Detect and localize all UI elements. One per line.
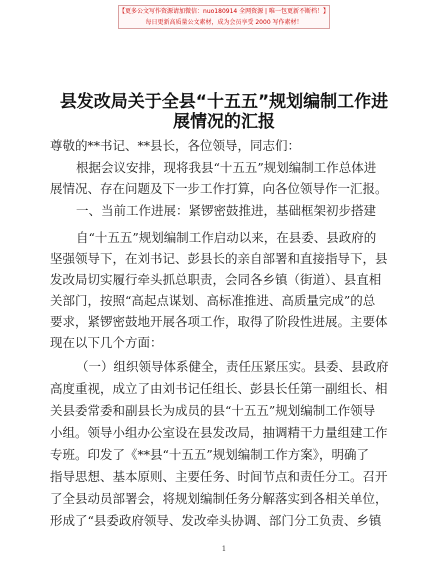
paragraph3-line: 形成了“县委政府领导、发改牵头协调、部门分工负责、乡镇: [50, 513, 382, 528]
document-title-line1: 县发改局关于全县“十五五”规划编制工作进: [59, 92, 389, 112]
salutation: 尊敬的**书记、**县长，各位领导，同志们：: [50, 138, 301, 153]
paragraph3-line: 指导思想、基本原则、主要任务、时间节点和责任分工。召开: [50, 469, 388, 484]
page-number: 1: [221, 545, 227, 553]
document-title-line2: 展情况的汇报: [173, 112, 275, 132]
paragraph1-line: 根据会议安排，现将我县“十五五”规划编制工作总体进: [76, 160, 377, 175]
header-ad-line2: 每日更新高质量公文素材，成为会员享受 2000 写作素材！: [145, 19, 303, 26]
paragraph2-line: 发改局切实履行牵头抓总职责，会同各乡镇（街道）、县直相: [50, 272, 382, 287]
header-ad-banner[interactable]: [118, 5, 330, 29]
header-ad-line1: 【更多公文写作资源请加微信：nuo180914 全网资源 | 唯一包更新不断档！】: [119, 8, 329, 15]
paragraph2-line: 关部门，按照“高起点谋划、高标准推进、高质量完成”的总: [50, 293, 376, 308]
paragraph3-line: （一）组织领导体系健全，责任压紧压实。县委、县政府: [76, 359, 389, 374]
paragraph2-line: 要求，紧锣密鼓地开展各项工作，取得了阶段性进展。主要体: [50, 314, 388, 329]
paragraph1-line: 展情况、存在问题及下一步工作打算，向各位领导作一汇报。: [50, 181, 388, 196]
paragraph3-line: 高度重视，成立了由刘书记任组长、彭县长任第一副组长、相: [50, 381, 388, 396]
paragraph3-line: 小组。领导小组办公室设在县发改局，抽调精干力量组建工作: [50, 425, 388, 440]
paragraph3-line: 关县委常委和副县长为成员的县“十五五”规划编制工作领导: [50, 403, 376, 418]
paragraph3-line: 了全县动员部署会，将规划编制任务分解落实到各相关单位，: [50, 491, 388, 506]
paragraph2-line: 现在以下几个方面：: [50, 335, 163, 350]
paragraph2-line: 自“十五五”规划编制工作启动以来，在县委、县政府的: [76, 230, 377, 245]
section1-heading: 一、当前工作进展：紧锣密鼓推进，基础框架初步搭建: [76, 203, 377, 218]
paragraph3-line: 专班。印发了《**县“十五五”规划编制工作方案》，明确了: [50, 447, 370, 462]
paragraph2-line: 坚强领导下，在刘书记、彭县长的亲自部署和直接指导下，县: [50, 251, 388, 266]
